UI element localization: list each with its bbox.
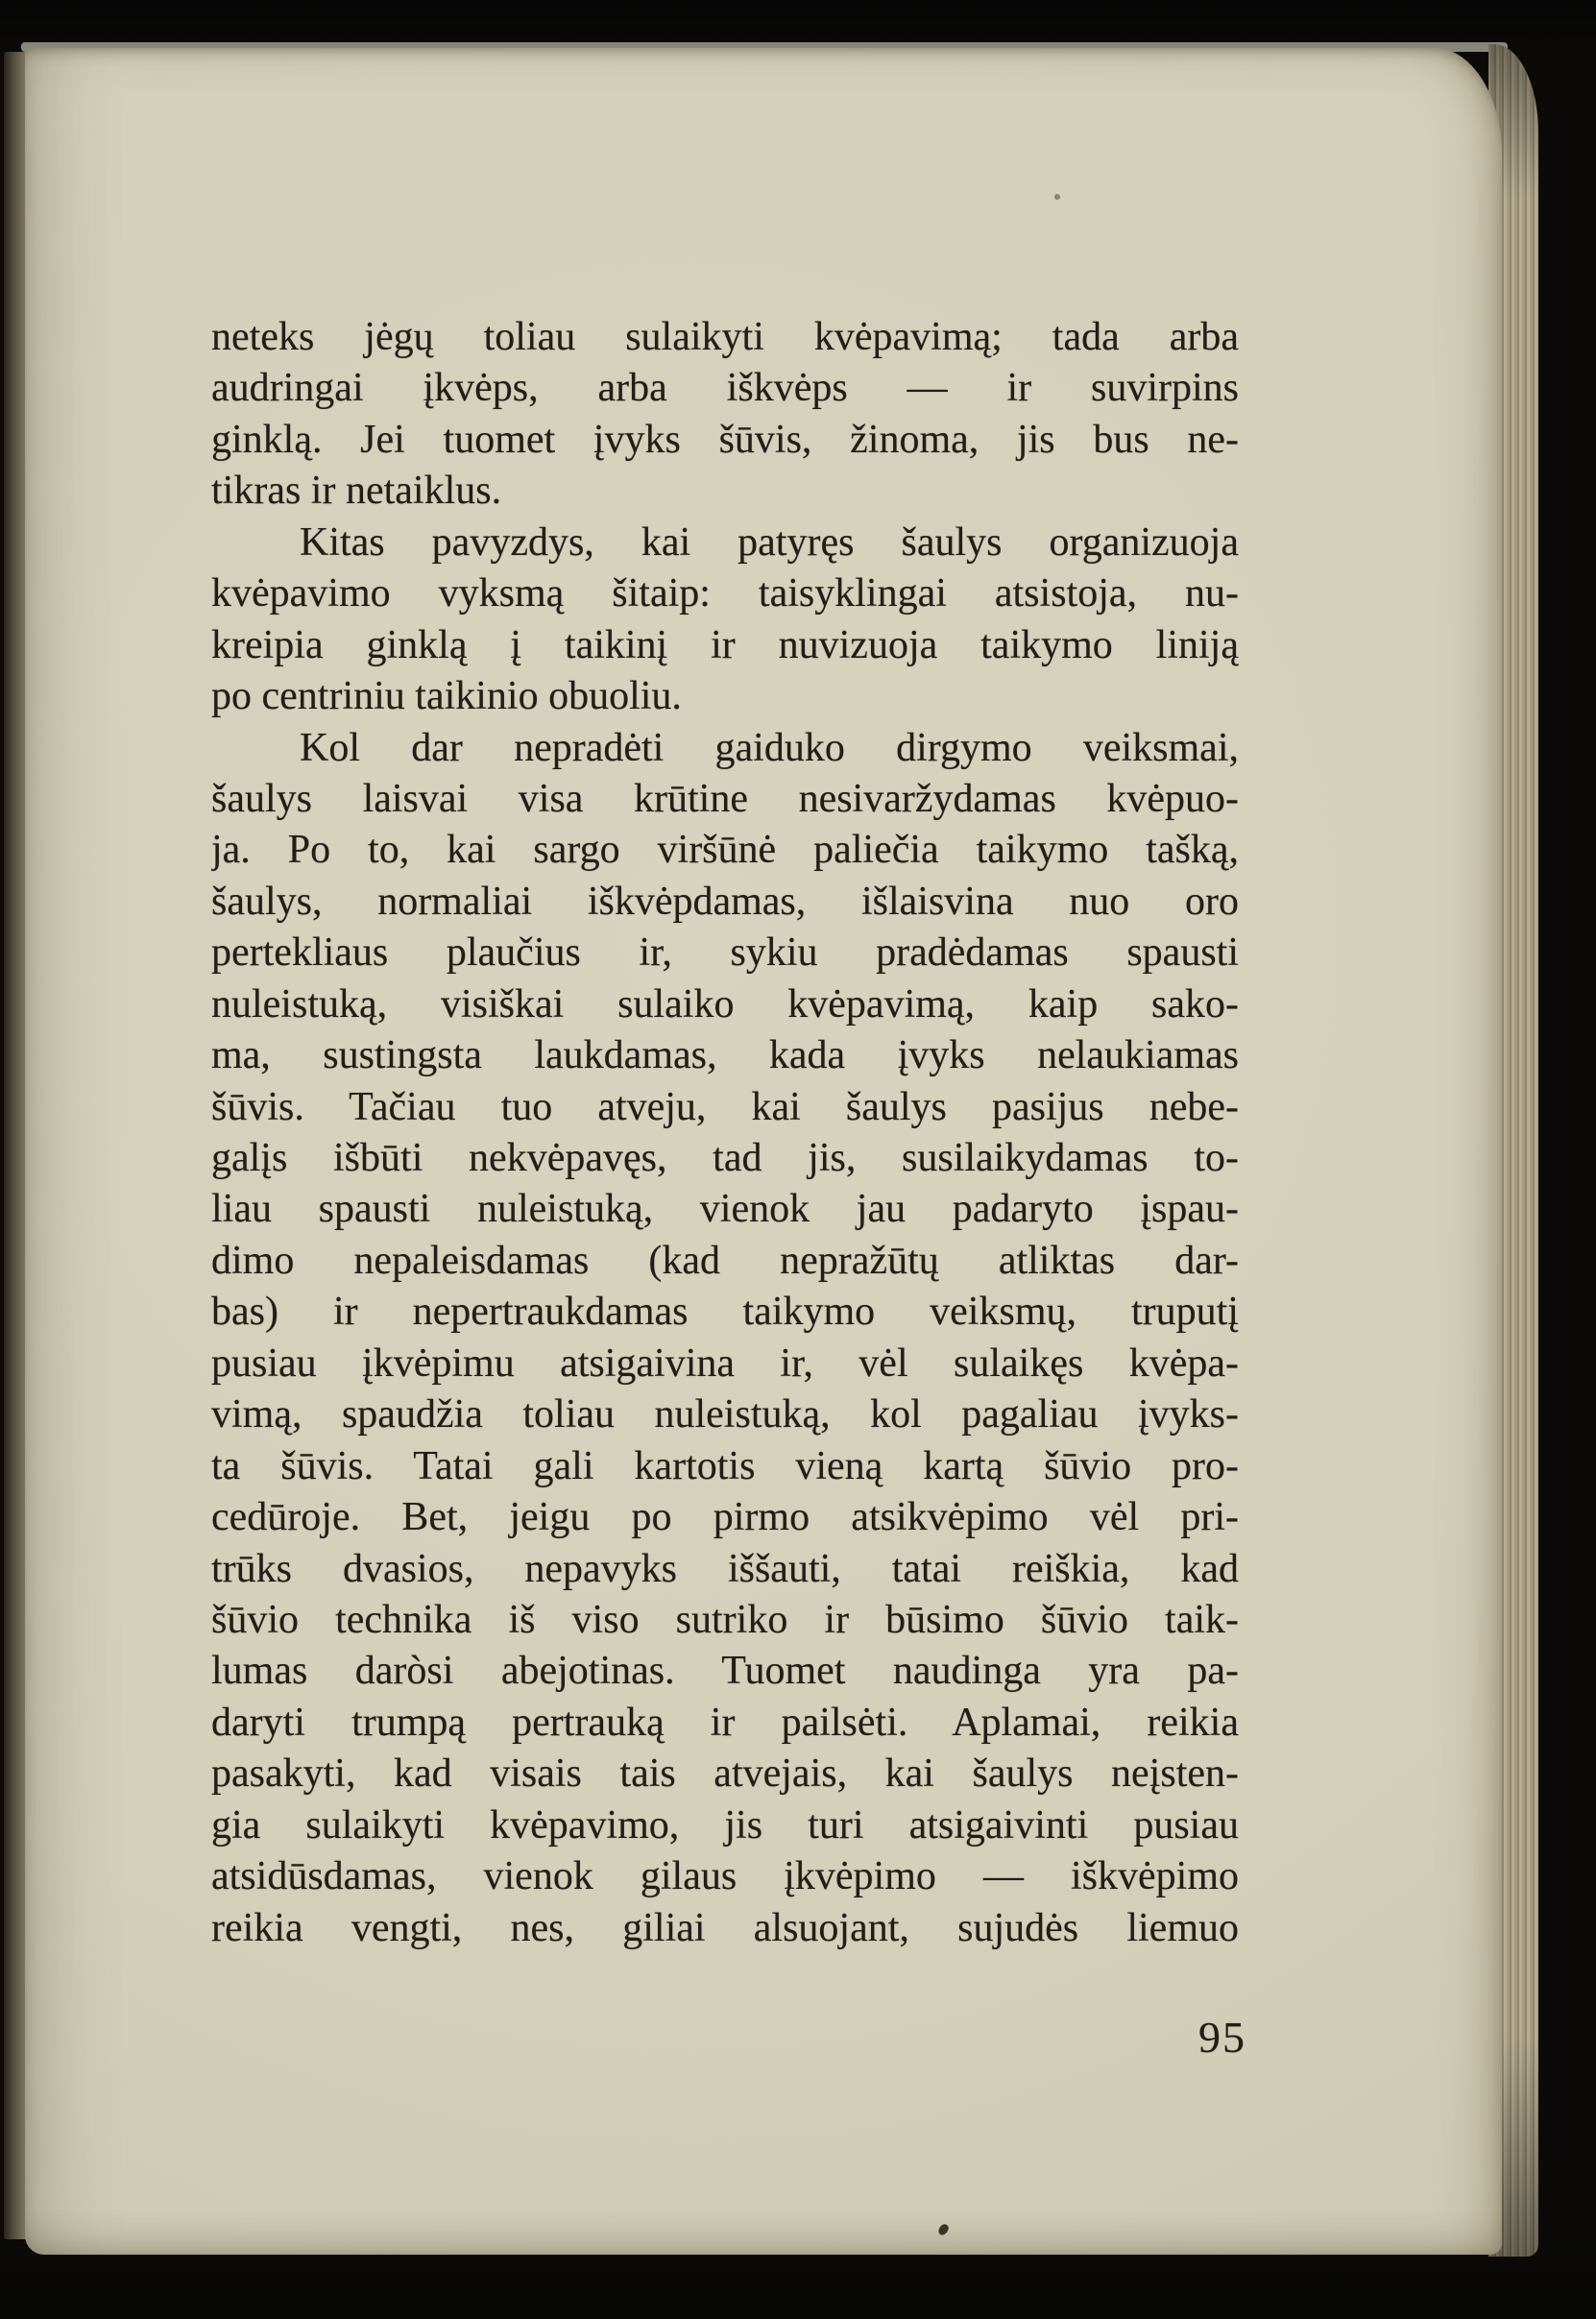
page-number: 95	[1198, 2013, 1246, 2062]
text-line: po centriniu taikinio obuoliu.	[211, 674, 682, 719]
text-line: tikras ir netaiklus.	[211, 469, 502, 514]
text-line: ta šūvis. Tatai gali kartotis vieną kartą šūvio pro-	[211, 1443, 1239, 1488]
text-line: audringai įkvėps, arba iškvėps — ir suvirpins	[211, 366, 1239, 411]
text-line: ma, sustingsta laukdamas, kada įvyks nelaukiamas	[211, 1033, 1239, 1078]
text-line: galįs išbūti nekvėpavęs, tad jis, susilaikydamas to-	[211, 1136, 1239, 1180]
text-line: šūvis. Tačiau tuo atveju, kai šaulys pasijus nebe-	[211, 1084, 1239, 1129]
text-line: kreipia ginklą į taikinį ir nuvizuoja taikymo liniją	[211, 622, 1239, 667]
text-line: cedūroje. Bet, jeigu po pirmo atsikvėpimo vėl pri-	[211, 1495, 1239, 1540]
text-line: Kitas pavyzdys, kai patyręs šaulys organizuoja	[300, 519, 1239, 565]
text-line: atsidūsdamas, vienok gilaus įkvėpimo — iškvėpimo	[211, 1854, 1239, 1899]
text-line: vimą, spaudžia toliau nuleistuką, kol pagaliau įvyks-	[211, 1392, 1239, 1437]
text-line: liau spausti nuleistuką, vienok jau padaryto įspau-	[211, 1187, 1239, 1232]
text-line: nuleistuką, visiškai sulaiko kvėpavimą, kaip sako-	[211, 981, 1239, 1027]
text-line: šaulys laisvai visa krūtine nesivaržydamas kvėpuo-	[211, 776, 1239, 821]
text-line: bas) ir nepertraukdamas taikymo veiksmų, truputį	[211, 1290, 1239, 1335]
text-line: pasakyti, kad visais tais atvejais, kai šaulys neįsten-	[211, 1751, 1239, 1797]
text-line: pertekliaus plaučius ir, sykiu pradėdamas spausti	[211, 930, 1239, 976]
text-line: Kol dar nepradėti gaiduko dirgymo veiksmai,	[300, 725, 1239, 770]
paper-speck	[937, 2223, 951, 2237]
text-line: šaulys, normaliai iškvėpdamas, išlaisvina nuo oro	[211, 879, 1239, 924]
text-line: neteks jėgų toliau sulaikyti kvėpavimą; tada arba	[211, 315, 1239, 359]
text-line: trūks dvasios, nepavyks iššauti, tatai reiškia, kad	[211, 1546, 1239, 1591]
text-line: ja. Po to, kai sargo viršūnė paliečia taikymo tašką,	[211, 828, 1239, 873]
text-line: daryti trumpą pertrauką ir pailsėti. Aplamai, reikia	[211, 1700, 1239, 1745]
text-line: lumas daròsi abejotinas. Tuomet naudinga yra pa-	[211, 1649, 1239, 1694]
text-line: šūvio technika iš viso sutriko ir būsimo šūvio taik-	[211, 1597, 1239, 1642]
book-page	[25, 48, 1502, 2255]
page-body-text	[211, 312, 1239, 1954]
text-line: pusiau įkvėpimu atsigaivina ir, vėl sulaikęs kvėpa-	[211, 1341, 1239, 1386]
text-line: kvėpavimo vyksmą šitaip: taisyklingai atsistoja, nu-	[211, 571, 1239, 616]
text-line: ginklą. Jei tuomet įvyks šūvis, žinoma, jis bus ne-	[211, 417, 1239, 462]
text-line: gia sulaikyti kvėpavimo, jis turi atsigaivinti pusiau	[211, 1802, 1239, 1848]
paper-speck	[1054, 194, 1060, 200]
text-line: dimo nepaleisdamas (kad nepražūtų atliktas dar-	[211, 1238, 1239, 1283]
text-line: reikia vengti, nes, giliai alsuojant, sujudės liemuo	[211, 1905, 1239, 1950]
